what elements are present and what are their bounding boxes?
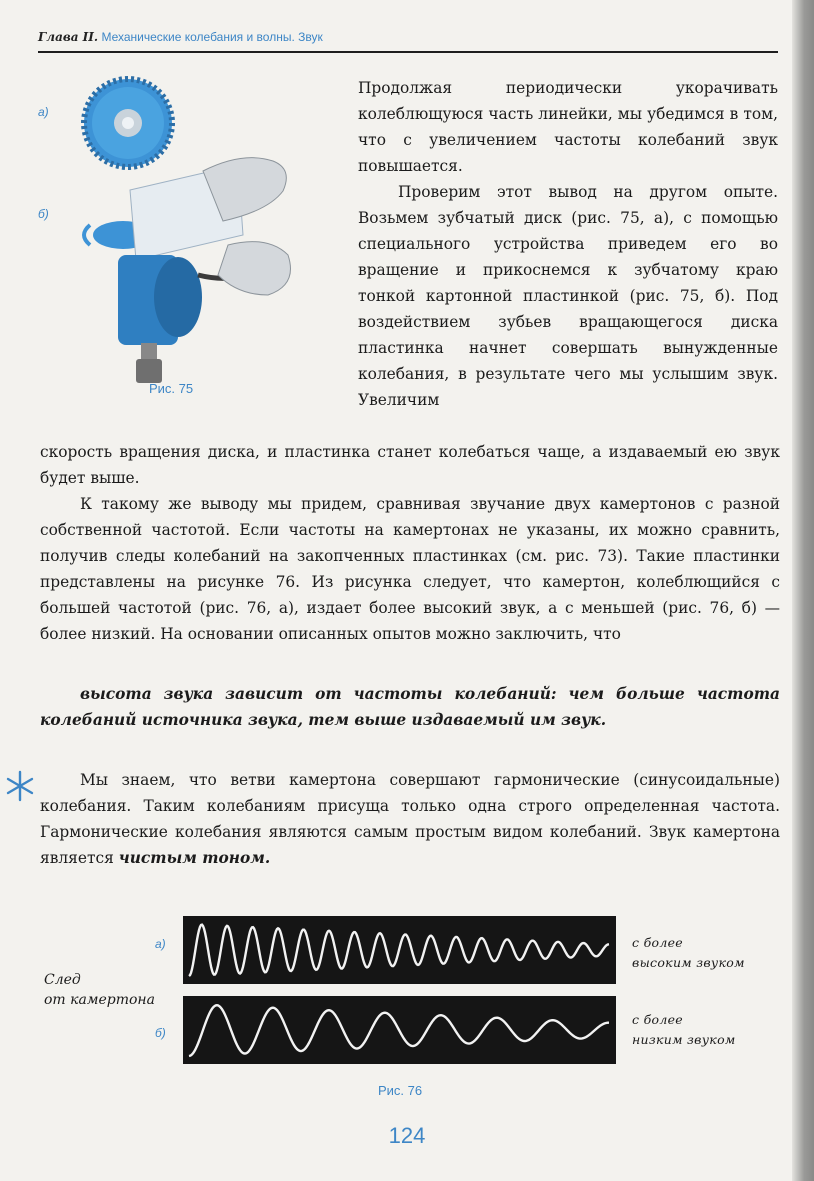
trace-path <box>189 1005 609 1056</box>
rotation-arrow-icon <box>84 225 90 245</box>
trace-high-frequency-line <box>183 916 616 984</box>
paragraph-intro: Продолжая периодически укорачивать колеблющуюся часть линейки, мы убедимся в том, что с увеличением частоты колебаний звук повышается. <box>358 79 778 175</box>
trace-high-frequency <box>183 916 616 984</box>
chapter-topic: Механические колебания и волны. Звук <box>101 30 323 44</box>
trace-path <box>189 925 609 976</box>
toothed-disc-icon <box>84 79 172 167</box>
paragraph-harmonic-emphasis: чистым тоном. <box>118 849 271 867</box>
figure-76-label-a: а) <box>155 937 166 951</box>
trace-low-frequency-line <box>183 996 616 1064</box>
paragraph-experiment: Проверим этот вывод на другом опыте. Возьмем зубчатый диск (рис. 75, а), с помощью специального устройства приведем его во вращение и прикоснемся к зубчатому краю тонкой картонной пластинкой (рис. 75, б). Под воздействием зубьев вращающегося диска пластинка начнет совершать вынужденные колебания, в результате чего мы услышим звук. Увеличим <box>358 183 778 409</box>
running-header <box>38 30 778 44</box>
figure-76-side-label: След от камертона <box>44 972 155 1008</box>
header-rule <box>38 51 778 53</box>
snowflake-icon <box>4 770 36 802</box>
page-edge-shadow <box>792 0 814 1181</box>
figure-75 <box>38 75 328 410</box>
paragraph-harmonic-text: Мы знаем, что ветви камертона совершают гармонические (синусоидальные) колебания. Таким колебаниям присуща только одна строго определенная частота. Гармонические колебания являются самым простым видом колебаний. Звук камертона является <box>40 771 780 867</box>
page-number: 124 <box>388 1123 426 1148</box>
rule-statement: высота звука зависит от частоты колебаний: чем больше частота колебаний источника звука, тем выше издаваемый им звук. <box>40 685 780 729</box>
trace-low-frequency <box>183 996 616 1064</box>
trace-high-description: с более высоким звуком <box>632 935 745 970</box>
figure-75-label-b: б) <box>38 207 49 221</box>
paragraph-tuning-forks: К такому же выводу мы придем, сравнивая звучание двух камертонов с разной собственной частотой. Если частоты на камертонах не указаны, их можно сравнить, получив следы колебаний на закопченных пластинках (см. рис. 73). Такие пластинки представлены на рисунке 76. Из рисунка следует, что камертон, колеблющийся с большей частотой (рис. 76, а), издает более высокий звук, а с меньшей (рис. 76, б) — более низкий. На основании описанных опытов можно заключить, что <box>40 495 780 643</box>
trace-low-description: с более низким звуком <box>632 1012 736 1047</box>
chapter-label: Глава II. <box>38 30 99 44</box>
gear-disc-illustration <box>38 75 328 385</box>
figure-76-label-b: б) <box>155 1026 166 1040</box>
paragraph-harmonic <box>40 767 780 871</box>
figure-75-label-a: а) <box>38 105 49 119</box>
figure-75-caption: Рис. 75 <box>149 381 194 396</box>
paragraph-continuation: скорость вращения диска, и пластинка станет колебаться чаще, а издаваемый ею звук будет выше. <box>40 443 780 487</box>
figure-76-caption: Рис. 76 <box>378 1083 423 1098</box>
